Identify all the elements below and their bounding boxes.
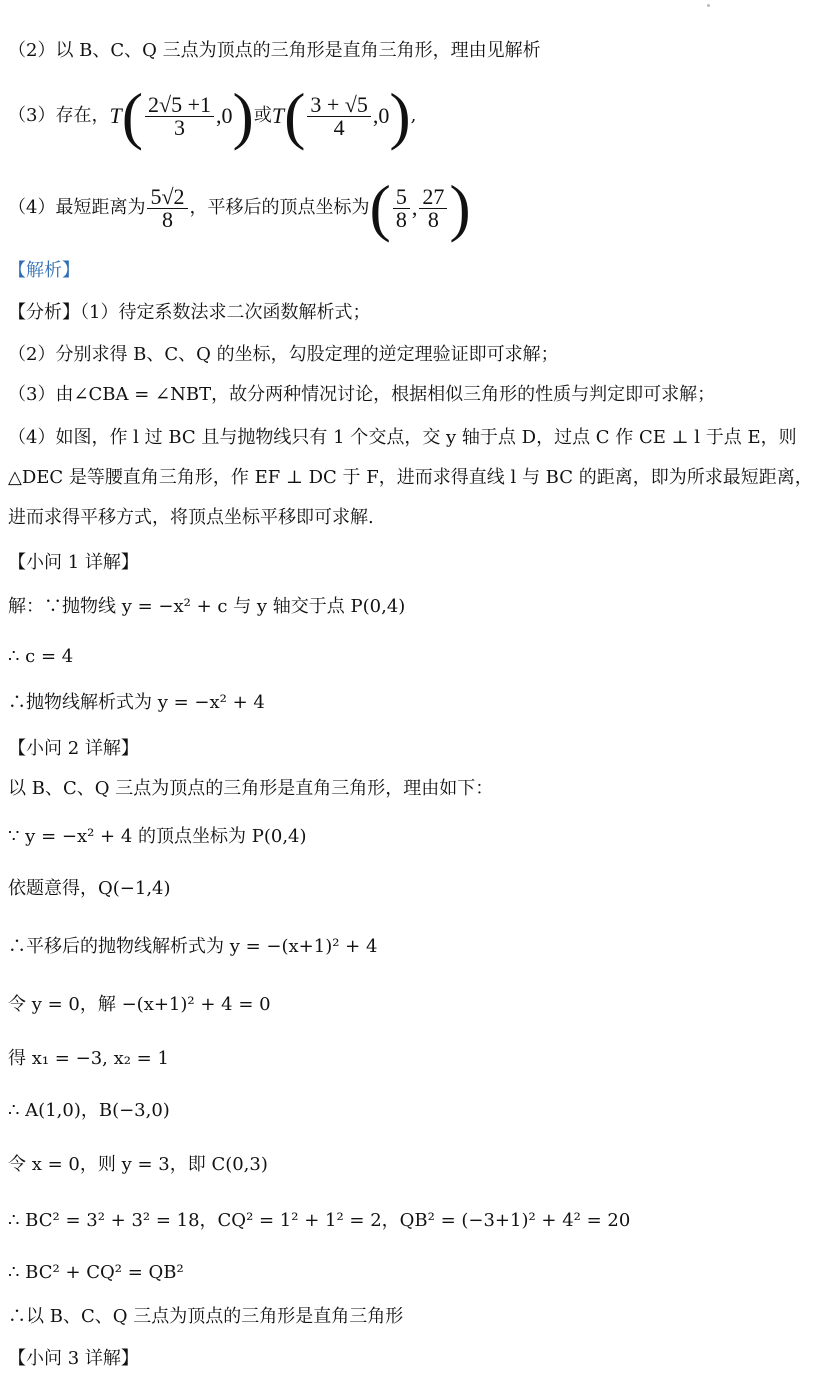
q1-step-2: ∴ c = 4 [8, 646, 74, 667]
q2-step-2: ∵ y = −x² + 4 的顶点坐标为 P(0,4) [8, 826, 307, 847]
distance-fraction: $\frac{5√2}{8}$ [147, 186, 187, 231]
analysis-line-4: （4）如图，作 l 过 BC 且与抛物线只有 1 个交点，交 y 轴于点 D，过点 C 作 CE ⊥ l 于点 E，则△DEC 是等腰直角三角形，作 EF ⊥ DC 于 F，进而求得直线 l 与 BC 的距离，即为所求最短距离，进而求得平移方式，将顶点坐标平移即可求解. [8, 427, 813, 528]
q2-step-7: ∴ A(1,0)，B(−3,0) [8, 1100, 170, 1121]
scan-speck [707, 4, 710, 7]
q2-step-5: 令 y = 0，解 −(x+1)² + 4 = 0 [8, 994, 271, 1015]
q2-step-11: ∴以 B、C、Q 三点为顶点的三角形是直角三角形 [8, 1306, 404, 1327]
vertex-y-fraction: $\frac{27}{8}$ [419, 186, 447, 231]
q2-step-6: 得 x₁ = −3, x₂ = 1 [8, 1048, 169, 1069]
q2-step-1: 以 B、C、Q 三点为顶点的三角形是直角三角形，理由如下： [8, 778, 494, 799]
t2-x-fraction: $\frac{3 + √5}{4}$ [307, 94, 370, 139]
answer-3-prefix: （3）存在， [8, 105, 110, 126]
q2-step-4: ∴平移后的抛物线解析式为 y = −(x+1)² + 4 [8, 936, 378, 957]
analysis-line-3: （3）由∠CBA = ∠NBT，故分两种情况讨论，根据相似三角形的性质与判定即可求解； [8, 384, 716, 405]
answer-4: （4）最短距离为 $\frac{5√2}{8}$ ，平移后的顶点坐标为( $\frac{5}{8}$ , $\frac{27}{8}$ ) [8, 172, 471, 243]
analysis-line-1: 【分析】（1）待定系数法求二次函数解析式； [8, 302, 371, 323]
answer-4-prefix: （4）最短距离为 [8, 197, 146, 218]
vertex-x-fraction: $\frac{5}{8}$ [393, 186, 410, 231]
q2-step-3: 依题意得，Q(−1,4) [8, 878, 171, 899]
answer-3-or: 或 [253, 105, 272, 126]
analysis-header: 【解析】 [8, 260, 80, 281]
q2-step-8: 令 x = 0，则 y = 3，即 C(0,3) [8, 1154, 268, 1175]
q1-step-3: ∴抛物线解析式为 y = −x² + 4 [8, 692, 265, 713]
t1-x-fraction: $\frac{2√5 +1}{3}$ [145, 94, 214, 139]
answer-4-mid: ，平移后的顶点坐标为 [189, 197, 370, 218]
q2-header: 【小问 2 详解】 [8, 738, 139, 759]
answer-3: （3）存在，T( $\frac{2√5 +1}{3}$ ,0)或T( $\frac{3 + √5}{4}$ ,0), [8, 80, 417, 151]
analysis-line-2: （2）分别求得 B、C、Q 的坐标，勾股定理的逆定理验证即可求解； [8, 344, 559, 365]
q3-header: 【小问 3 详解】 [8, 1348, 139, 1369]
q2-step-10: ∴ BC² + CQ² = QB² [8, 1262, 184, 1283]
q2-step-9: ∴ BC² = 3² + 3² = 18，CQ² = 1² + 1² = 2，QB² = (−3+1)² + 4² = 20 [8, 1210, 631, 1231]
q1-step-1: 解：∵抛物线 y = −x² + c 与 y 轴交于点 P(0,4) [8, 596, 406, 617]
answer-2: （2）以 B、C、Q 三点为顶点的三角形是直角三角形，理由见解析 [8, 40, 541, 61]
q1-header: 【小问 1 详解】 [8, 552, 139, 573]
